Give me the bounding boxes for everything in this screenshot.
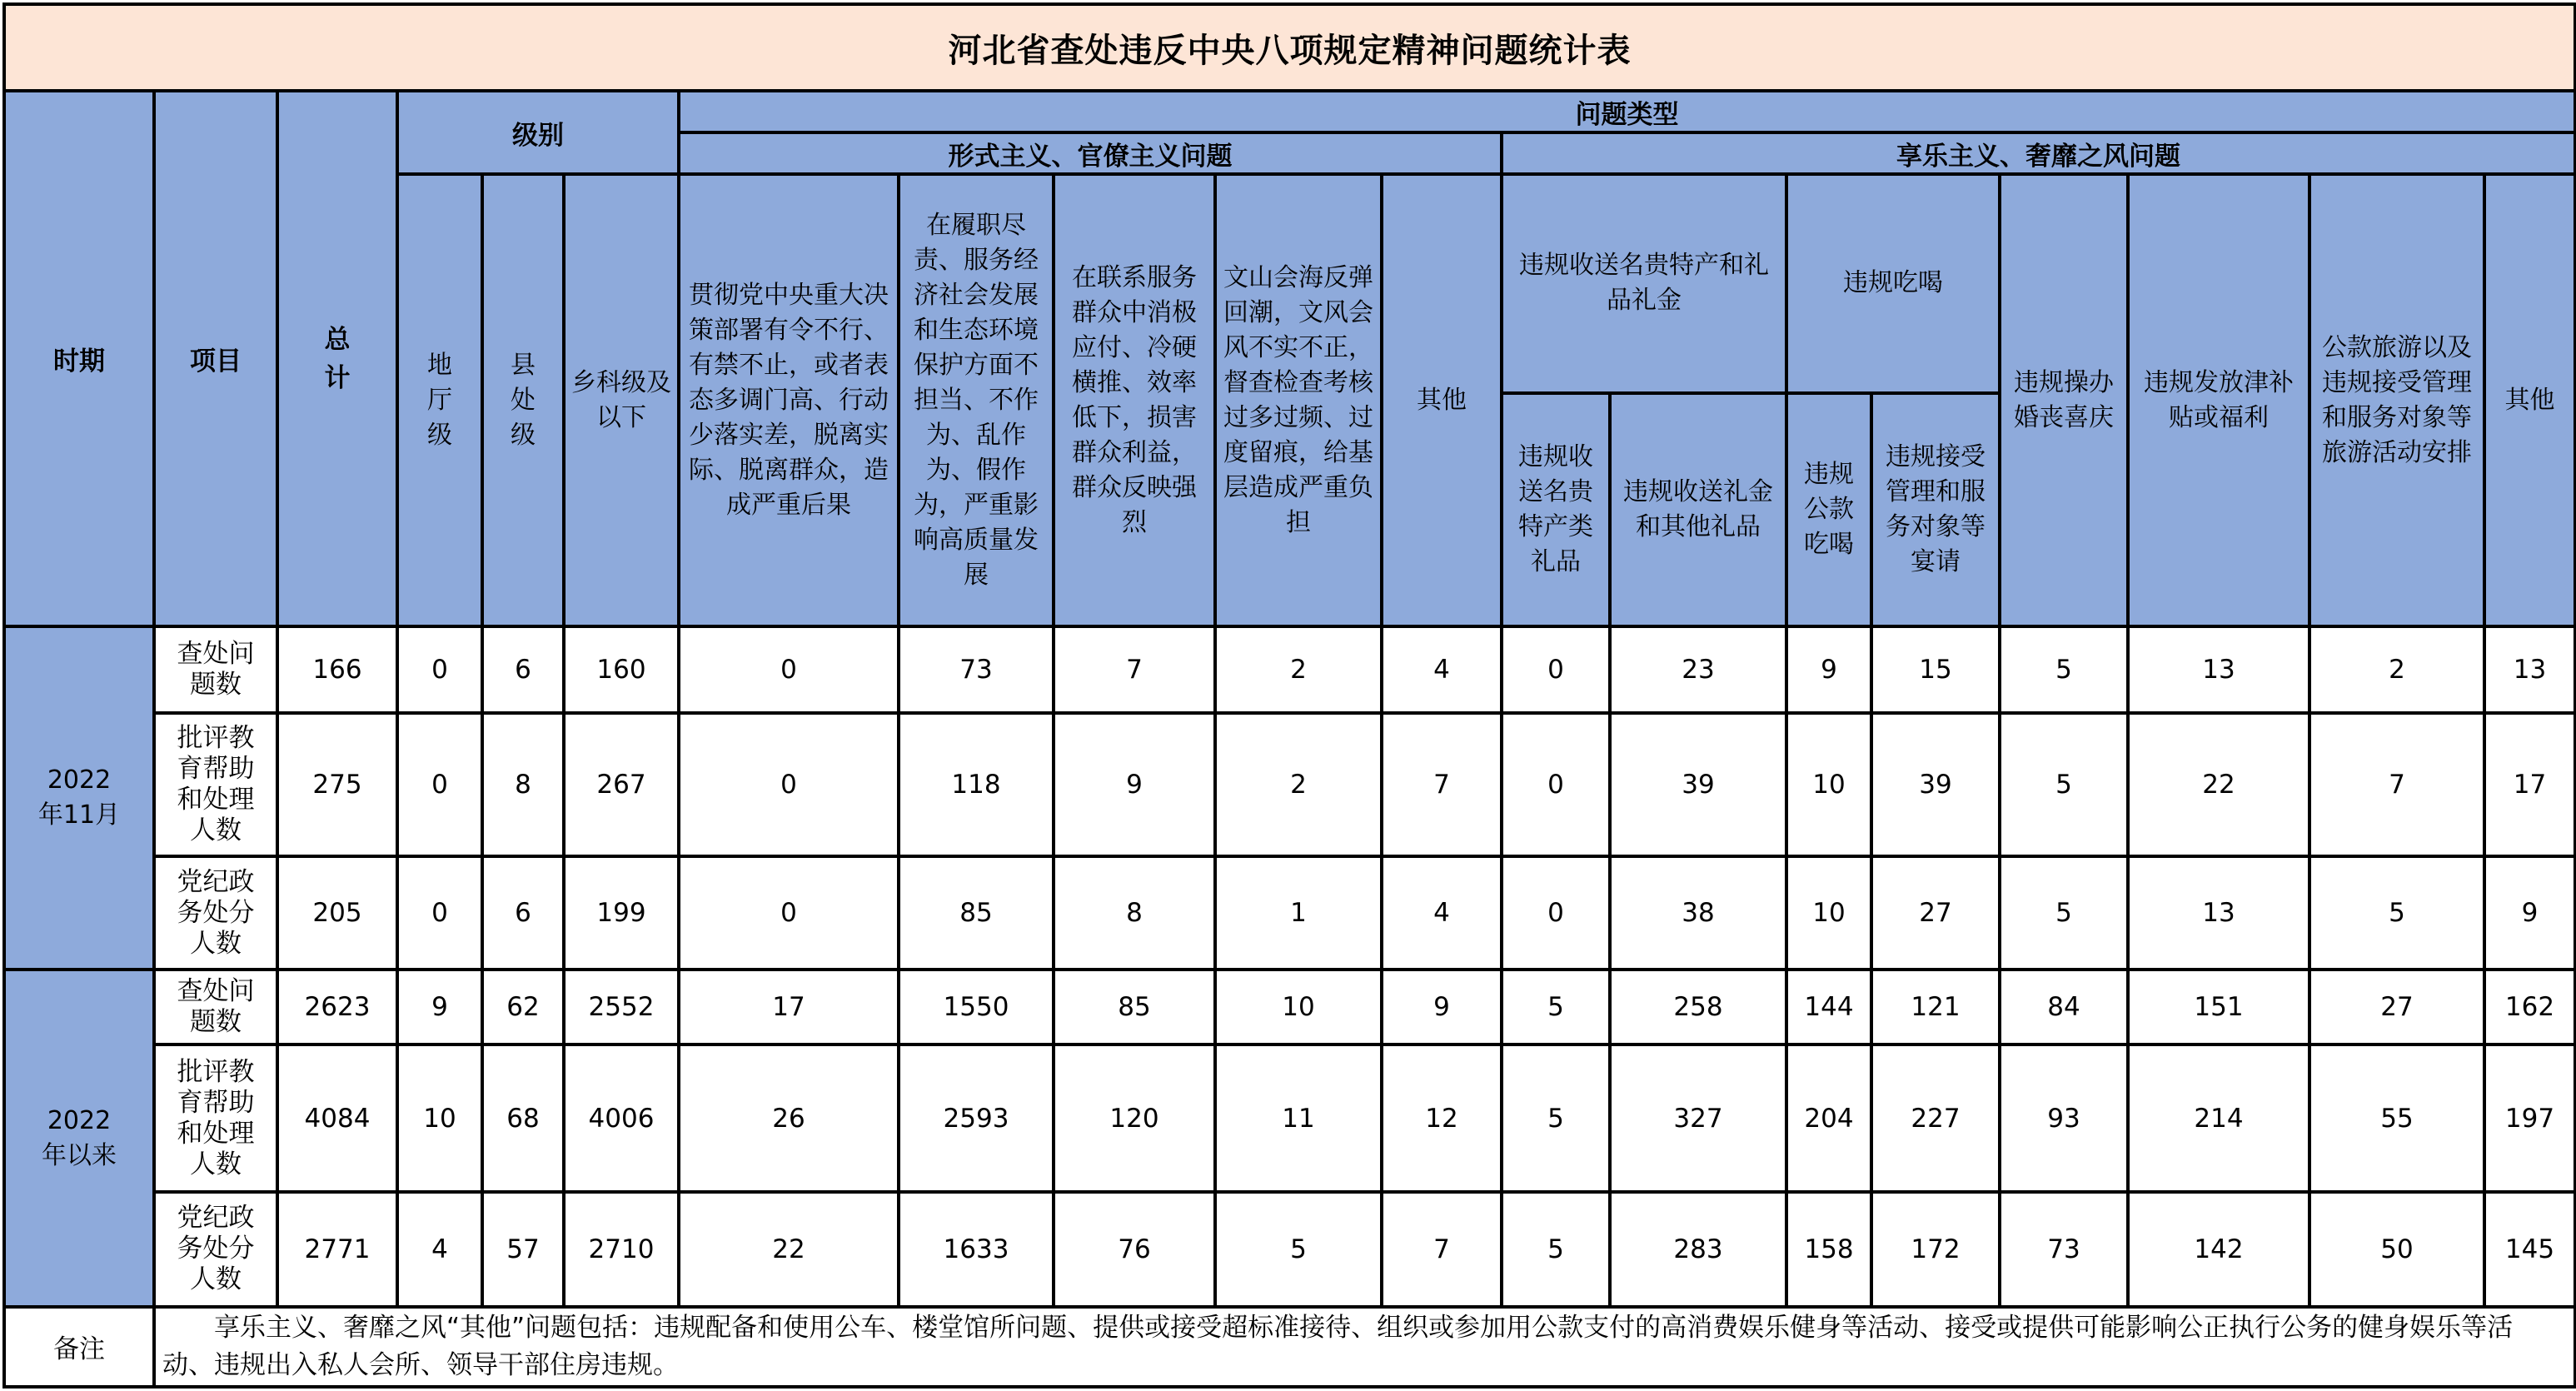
data-cell: 13 bbox=[2484, 626, 2575, 713]
data-cell: 9 bbox=[1786, 626, 1871, 713]
data-cell: 205 bbox=[277, 856, 397, 970]
note-label: 备注 bbox=[4, 1307, 154, 1387]
header-gifts-specialties: 违规收送名贵特产类礼品 bbox=[1502, 393, 1610, 626]
data-cell: 9 bbox=[1382, 970, 1502, 1044]
data-cell: 39 bbox=[1610, 713, 1786, 856]
data-cell: 4 bbox=[1382, 856, 1502, 970]
data-cell: 0 bbox=[397, 626, 482, 713]
data-cell: 0 bbox=[679, 856, 899, 970]
header-problem-type: 问题类型 bbox=[679, 91, 2575, 132]
data-cell: 84 bbox=[2000, 970, 2128, 1044]
data-cell: 10 bbox=[1215, 970, 1382, 1044]
data-cell: 55 bbox=[2309, 1044, 2484, 1191]
data-cell: 204 bbox=[1786, 1044, 1871, 1191]
data-cell: 50 bbox=[2309, 1192, 2484, 1307]
data-cell: 22 bbox=[2128, 713, 2309, 856]
data-cell: 9 bbox=[2484, 856, 2575, 970]
header-gifts-group: 违规收送名贵特产和礼品礼金 bbox=[1502, 174, 1786, 392]
header-period: 时期 bbox=[4, 91, 154, 626]
data-cell: 6 bbox=[482, 626, 564, 713]
header-level-township: 乡科级及以下 bbox=[564, 174, 679, 626]
header-level-prefecture: 地厅级 bbox=[397, 174, 482, 626]
data-cell: 10 bbox=[1786, 856, 1871, 970]
data-cell: 27 bbox=[2309, 970, 2484, 1044]
data-cell: 73 bbox=[2000, 1192, 2128, 1307]
data-cell: 73 bbox=[899, 626, 1054, 713]
data-cell: 22 bbox=[679, 1192, 899, 1307]
note-text: 享乐主义、奢靡之风“其他”问题包括：违规配备和使用公车、楼堂馆所问题、提供或接受超标准接待、组织或参加用公款支付的高消费娱乐健身等活动、接受或提供可能影响公正执行公务的健身娱乐等活动、违规出入私人会所、领导干部住房违规。 bbox=[154, 1307, 2575, 1387]
period-cell: 2022年11月 bbox=[4, 626, 154, 970]
data-cell: 2 bbox=[1215, 626, 1382, 713]
row-item-label: 查处问题数 bbox=[154, 970, 277, 1044]
header-dining-banquets: 违规接受管理和服务对象等宴请 bbox=[1871, 393, 2000, 626]
data-cell: 151 bbox=[2128, 970, 2309, 1044]
table-row bbox=[4, 1044, 2575, 1191]
data-cell: 142 bbox=[2128, 1192, 2309, 1307]
data-cell: 39 bbox=[1871, 713, 2000, 856]
data-cell: 2710 bbox=[564, 1192, 679, 1307]
data-cell: 160 bbox=[564, 626, 679, 713]
data-cell: 199 bbox=[564, 856, 679, 970]
data-cell: 23 bbox=[1610, 626, 1786, 713]
header-total: 总计 bbox=[277, 91, 397, 626]
data-cell: 10 bbox=[1786, 713, 1871, 856]
data-cell: 9 bbox=[1054, 713, 1215, 856]
header-item: 项目 bbox=[154, 91, 277, 626]
data-cell: 258 bbox=[1610, 970, 1786, 1044]
data-cell: 7 bbox=[1382, 713, 1502, 856]
data-cell: 8 bbox=[1054, 856, 1215, 970]
data-cell: 26 bbox=[679, 1044, 899, 1191]
data-cell: 283 bbox=[1610, 1192, 1786, 1307]
table-row bbox=[4, 856, 2575, 970]
data-cell: 7 bbox=[1382, 1192, 1502, 1307]
data-cell: 57 bbox=[482, 1192, 564, 1307]
data-cell: 4006 bbox=[564, 1044, 679, 1191]
header-formalism-col-4: 文山会海反弹回潮，文风会风不实不正，督查检查考核过多过频、过度留痕，给基层造成严重负担 bbox=[1215, 174, 1382, 626]
data-cell: 5 bbox=[1502, 1044, 1610, 1191]
header-gifts-money: 违规收送礼金和其他礼品 bbox=[1610, 393, 1786, 626]
data-cell: 0 bbox=[1502, 713, 1610, 856]
data-cell: 12 bbox=[1382, 1044, 1502, 1191]
table-row bbox=[4, 713, 2575, 856]
data-cell: 166 bbox=[277, 626, 397, 713]
header-formalism-col-3: 在联系服务群众中消极应付、冷硬横推、效率低下，损害群众利益，群众反映强烈 bbox=[1054, 174, 1215, 626]
header-formalism-other: 其他 bbox=[1382, 174, 1502, 626]
data-cell: 227 bbox=[1871, 1044, 2000, 1191]
data-cell: 1 bbox=[1215, 856, 1382, 970]
table-data-body bbox=[4, 626, 2575, 1307]
data-cell: 5 bbox=[1502, 970, 1610, 1044]
statistics-table bbox=[2, 2, 2576, 1389]
data-cell: 38 bbox=[1610, 856, 1786, 970]
data-cell: 120 bbox=[1054, 1044, 1215, 1191]
data-cell: 214 bbox=[2128, 1044, 2309, 1191]
data-cell: 327 bbox=[1610, 1044, 1786, 1191]
data-cell: 4084 bbox=[277, 1044, 397, 1191]
data-cell: 0 bbox=[679, 713, 899, 856]
row-item-label: 查处问题数 bbox=[154, 626, 277, 713]
data-cell: 0 bbox=[679, 626, 899, 713]
data-cell: 121 bbox=[1871, 970, 2000, 1044]
data-cell: 68 bbox=[482, 1044, 564, 1191]
data-cell: 5 bbox=[2000, 856, 2128, 970]
data-cell: 5 bbox=[1215, 1192, 1382, 1307]
header-hedonism-other: 其他 bbox=[2484, 174, 2575, 626]
data-cell: 13 bbox=[2128, 626, 2309, 713]
data-cell: 2 bbox=[1215, 713, 1382, 856]
row-item-label: 党纪政务处分人数 bbox=[154, 1192, 277, 1307]
period-cell: 2022年以来 bbox=[4, 970, 154, 1307]
data-cell: 172 bbox=[1871, 1192, 2000, 1307]
data-cell: 158 bbox=[1786, 1192, 1871, 1307]
data-cell: 0 bbox=[1502, 626, 1610, 713]
header-dining-public-funds: 违规公款吃喝 bbox=[1786, 393, 1871, 626]
data-cell: 5 bbox=[1502, 1192, 1610, 1307]
data-cell: 76 bbox=[1054, 1192, 1215, 1307]
header-dining-group: 违规吃喝 bbox=[1786, 174, 2000, 392]
table-title: 河北省查处违反中央八项规定精神问题统计表 bbox=[4, 4, 2575, 91]
data-cell: 144 bbox=[1786, 970, 1871, 1044]
data-cell: 4 bbox=[1382, 626, 1502, 713]
data-cell: 2593 bbox=[899, 1044, 1054, 1191]
data-cell: 11 bbox=[1215, 1044, 1382, 1191]
data-cell: 8 bbox=[482, 713, 564, 856]
data-cell: 85 bbox=[1054, 970, 1215, 1044]
data-cell: 0 bbox=[397, 713, 482, 856]
data-cell: 1633 bbox=[899, 1192, 1054, 1307]
row-item-label: 批评教育帮助和处理人数 bbox=[154, 1044, 277, 1191]
data-cell: 17 bbox=[2484, 713, 2575, 856]
data-cell: 197 bbox=[2484, 1044, 2575, 1191]
data-cell: 5 bbox=[2309, 856, 2484, 970]
data-cell: 7 bbox=[2309, 713, 2484, 856]
header-travel: 公款旅游以及违规接受管理和服务对象等旅游活动安排 bbox=[2309, 174, 2484, 626]
data-cell: 15 bbox=[1871, 626, 2000, 713]
row-item-label: 党纪政务处分人数 bbox=[154, 856, 277, 970]
table-row bbox=[4, 626, 2575, 713]
data-cell: 6 bbox=[482, 856, 564, 970]
table-row bbox=[4, 970, 2575, 1044]
data-cell: 27 bbox=[1871, 856, 2000, 970]
header-hedonism-group: 享乐主义、奢靡之风问题 bbox=[1502, 132, 2575, 174]
data-cell: 10 bbox=[397, 1044, 482, 1191]
table-row bbox=[4, 1192, 2575, 1307]
data-cell: 2623 bbox=[277, 970, 397, 1044]
header-weddings-funerals: 违规操办婚丧喜庆 bbox=[2000, 174, 2128, 626]
data-cell: 275 bbox=[277, 713, 397, 856]
row-item-label: 批评教育帮助和处理人数 bbox=[154, 713, 277, 856]
data-cell: 5 bbox=[2000, 626, 2128, 713]
header-subsidies: 违规发放津补贴或福利 bbox=[2128, 174, 2309, 626]
data-cell: 93 bbox=[2000, 1044, 2128, 1191]
header-formalism-group: 形式主义、官僚主义问题 bbox=[679, 132, 1502, 174]
data-cell: 5 bbox=[2000, 713, 2128, 856]
data-cell: 2 bbox=[2309, 626, 2484, 713]
data-cell: 162 bbox=[2484, 970, 2575, 1044]
header-formalism-col-2: 在履职尽责、服务经济社会发展和生态环境保护方面不担当、不作为、乱作为、假作为，严重影响高质量发展 bbox=[899, 174, 1054, 626]
data-cell: 85 bbox=[899, 856, 1054, 970]
data-cell: 118 bbox=[899, 713, 1054, 856]
data-cell: 9 bbox=[397, 970, 482, 1044]
data-cell: 145 bbox=[2484, 1192, 2575, 1307]
header-level-group: 级别 bbox=[397, 91, 679, 174]
header-level-county: 县处级 bbox=[482, 174, 564, 626]
data-cell: 1550 bbox=[899, 970, 1054, 1044]
data-cell: 267 bbox=[564, 713, 679, 856]
data-cell: 13 bbox=[2128, 856, 2309, 970]
data-cell: 2771 bbox=[277, 1192, 397, 1307]
header-formalism-col-1: 贯彻党中央重大决策部署有令不行、有禁不止，或者表态多调门高、行动少落实差，脱离实际、脱离群众，造成严重后果 bbox=[679, 174, 899, 626]
data-cell: 0 bbox=[397, 856, 482, 970]
data-cell: 0 bbox=[1502, 856, 1610, 970]
data-cell: 17 bbox=[679, 970, 899, 1044]
data-cell: 2552 bbox=[564, 970, 679, 1044]
data-cell: 4 bbox=[397, 1192, 482, 1307]
data-cell: 7 bbox=[1054, 626, 1215, 713]
data-cell: 62 bbox=[482, 970, 564, 1044]
